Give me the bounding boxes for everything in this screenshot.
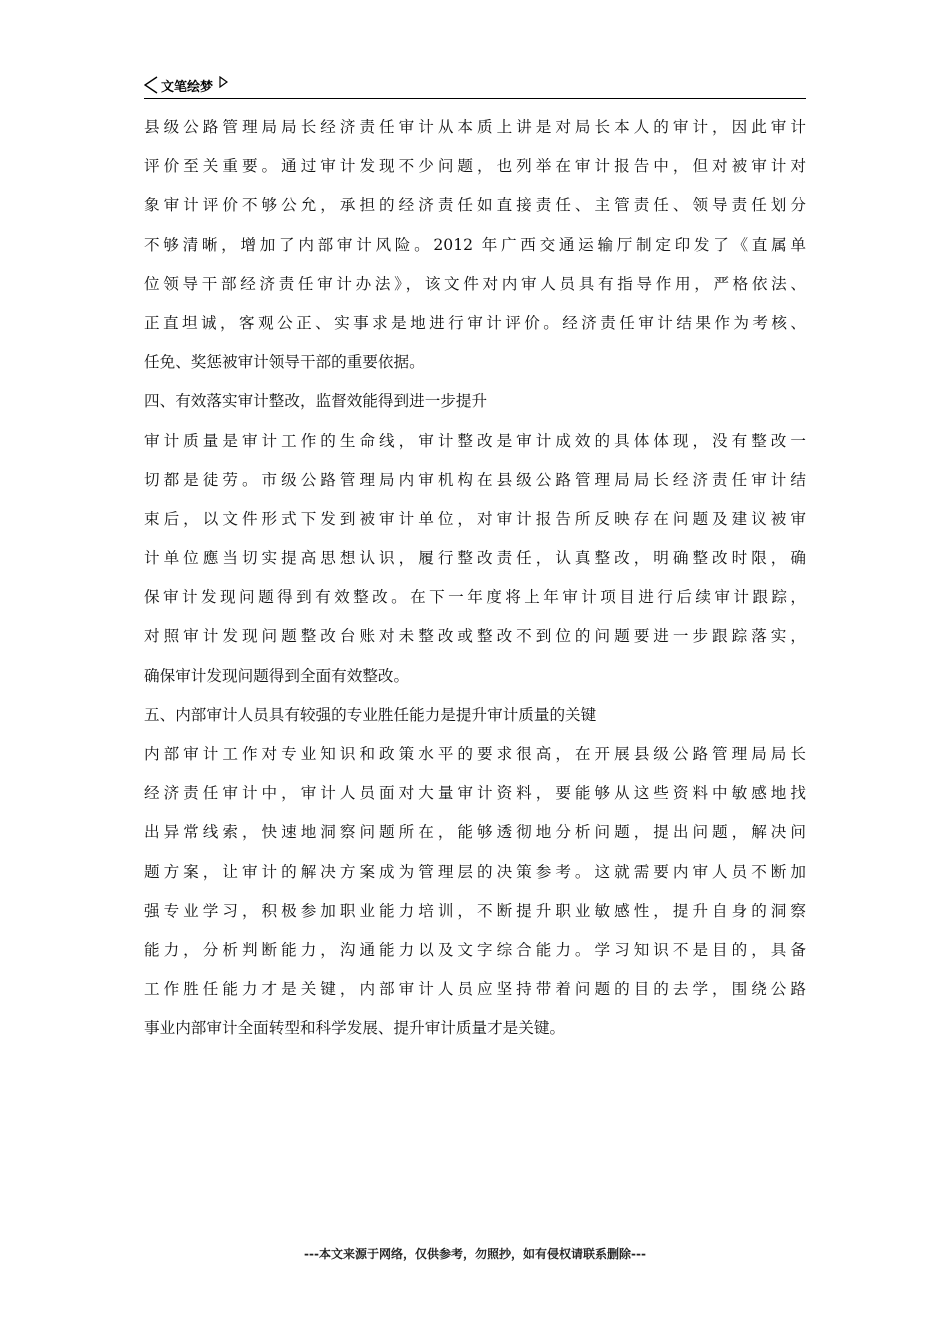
- document-body: [144, 108, 806, 1049]
- body-line: 象审计评价不够公允，承担的经济责任如直接责任、主管责任、领导责任划分: [144, 196, 806, 215]
- body-line: 经济责任审计中，审计人员面对大量审计资料，要能够从这些资料中敏感地找: [144, 784, 806, 803]
- body-line: 正直坦诚，客观公正、实事求是地进行审计评价。经济责任审计结果作为考核、: [144, 313, 806, 332]
- body-line: 工作胜任能力才是关键，内部审计人员应坚持带着问题的目的去学，围绕公路: [144, 980, 806, 999]
- body-line: 任免、奖惩被审计领导干部的重要依据。: [144, 353, 425, 372]
- body-line: 评价至关重要。通过审计发现不少问题，也列举在审计报告中，但对被审计对: [144, 157, 806, 176]
- page-header: [144, 74, 806, 99]
- body-line: 强专业学习，积极参加职业能力培训，不断提升职业敏感性，提升自身的洞察: [144, 901, 806, 920]
- section-heading: 五、内部审计人员具有较强的专业胜任能力是提升审计质量的关键: [144, 705, 597, 724]
- footer-disclaimer: ---本文来源于网络，仅供参考，勿照抄，如有侵权请联系删除---: [304, 1247, 646, 1261]
- body-line: 内部审计工作对专业知识和政策水平的要求很高，在开展县级公路管理局局长: [144, 745, 806, 763]
- body-line: 能力，分析判断能力，沟通能力以及文字综合能力。学习知识不是目的，具备: [144, 940, 806, 959]
- body-line: 切都是徒劳。市级公路管理局内审机构在县级公路管理局局长经济责任审计结: [144, 470, 806, 489]
- body-line: 计单位應当切实提高思想认识，履行整改责任，认真整改，明确整改时限，确: [144, 549, 806, 568]
- body-line: 束后，以文件形式下发到被审计单位，对审计报告所反映存在问题及建议被审: [144, 509, 806, 528]
- body-line: 题方案，让审计的解决方案成为管理层的决策参考。这就需要内审人员不断加: [144, 862, 806, 881]
- brand: [144, 74, 228, 96]
- triangle-right-icon: [219, 76, 228, 88]
- triangle-left-icon: [144, 76, 158, 94]
- body-line: 县级公路管理局局长经济责任审计从本质上讲是对局长本人的审计，因此审计: [144, 118, 806, 136]
- body-line: 事业内部审计全面转型和科学发展、提升审计质量才是关键。: [144, 1019, 566, 1038]
- body-line: 保审计发现问题得到有效整改。在下一年度将上年审计项目进行后续审计跟踪，: [144, 588, 806, 607]
- body-line: 审计质量是审计工作的生命线，审计整改是审计成效的具体体现，没有整改一: [144, 431, 806, 450]
- body-line: 出异常线索，快速地洞察问题所在，能够透彻地分析问题，提出问题，解决问: [144, 823, 806, 842]
- brand-text: 文笔绘梦: [161, 79, 214, 95]
- body-line: 对照审计发现问题整改台账对未整改或整改不到位的问题要进一步跟踪落实，: [144, 627, 806, 646]
- body-line: 不够清晰，增加了内部审计风险。2012 年广西交通运输厅制定印发了《直属单: [144, 235, 806, 254]
- section-heading: 四、有效落实审计整改，监督效能得到进一步提升: [144, 392, 488, 411]
- body-line: 确保审计发现问题得到全面有效整改。: [144, 666, 410, 685]
- body-line: 位领导干部经济责任审计办法》，该文件对内审人员具有指导作用，严格依法、: [144, 274, 806, 293]
